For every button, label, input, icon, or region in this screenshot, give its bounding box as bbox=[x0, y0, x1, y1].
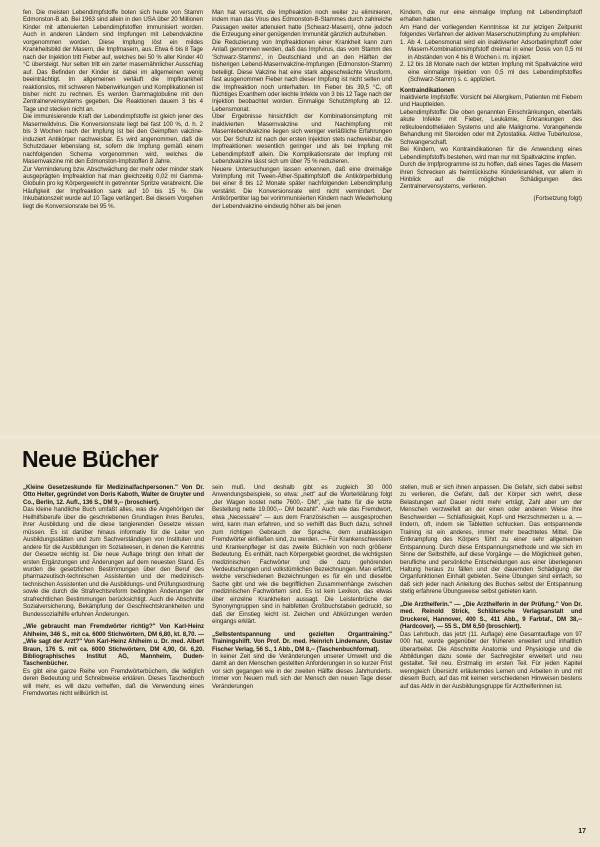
lower-column-1 bbox=[23, 484, 204, 834]
book-review-text: Das Lehrbuch, das jetzt (11. Auflage) eine Gesamtauflage von 97 000 hat, wurde gegenüber der früheren erweitert und inhaltlich überarbeitet. Die Abschnitte Anatomie und Physiologie und die Abbildungen dazu sowie der Sachregister erweitert und neu gestaltet. Teil neu. Erstmalig im ersten Teil. Für jeden Kapitel wenngleich Übersicht erläuterndes Lernen und Arbeiten in und mit diesem Buch, auf das mit keinen verschiedenen Hinweisen bestens auf das Aktiv in der Ausbildungsgruppe für Arzthelferinnen ist. bbox=[400, 630, 582, 690]
upper-column-1 bbox=[23, 9, 203, 427]
paragraph: Kindern, die nur eine einmalige Impfung mit Lebendimpfstoff erhalten hatten. bbox=[400, 9, 582, 24]
paragraph: Bei Kindern, wo Kontraindikationen für die Anwendung eines Lebendimpfstoffs bestehen, wird man nur mit Spaltvakzine impfen. bbox=[400, 146, 582, 161]
paragraph: Die immunisierende Kraft der Lebendimpfstoffe ist gleich jener des Masernwildvirus. Die Konversionsrate liegt bei fast 100 %, d. h. 2 bis 3 Wochen nach der Impfung ist bei den Geimpften vakzine-induziert Antikörper nachweisbar. Es wird angenommen, daß die Schutzdauer lebenslang ist, sofern die Impfung gemäß einem nachfolgenden Schema vorgenommen wird, welches die Masernvakzine mit den Edmonston-Impfstoffen 8 Jahre. bbox=[23, 113, 203, 166]
book-entry-title: „Selbstentspannung und gezielten Organtraining." Trainingshilft. Von Prof. Dr. med. Heinrich Lindemann, Gustav Fischer Verlag, 56 S., 1 Abb., DM 8,-- (Taschenbuchformat). bbox=[212, 630, 392, 653]
book-entry-title: „Kleine Gesetzeskunde für Medizinalfachpersonen." Von Dr. Otto Helter, gegründet von Doris Kaboth, Walter de Gruyter und Co., Berlin, 12. Aufl., 136 S., DM 9,-- (broschiert). bbox=[23, 484, 204, 506]
paragraph: Man hat versucht, die Impfreaktion noch weiter zu eliminieren, indem man das Virus des Edmonston-B-Stammes durch zahlreiche Passagen weiter attenuiert hatte (Schwarz-Masern), ohne jedoch die Erzeugung einer genügenden Immunität gänzlich aufzuheben. bbox=[212, 9, 392, 39]
upper-column-2 bbox=[212, 9, 392, 427]
upper-column-3 bbox=[400, 9, 582, 427]
book-review-text: sein muß. Und deshalb gibt es zugleich 30 000 Anwendungsbeispiele, so etwa: „nett" auf die Worterklärung folgt „der Wagen kostet nette 7600,- DM", „sie hatte für die letzte Bestellung nette 19.000,-- DM bezahlt". Auch wie das Fremdwort, etwa „Necessaire" — aus dem Französischen — ausgesprochen wird, kann man erfahren, und so verhilft das Buch dazu, schnell zum richtigen Gebrauch der Sprache, dem unablässigen Fremdwörter einfließen sind, zu werden. — Für Krankenschwestern und Krankenpfleger ist das zweite Büchlein von noch größerer Bedeutung. Es enthält, nach Körpergebiet geordnet, die wichtigsten medizinischen Fachwörter und die dazu gehörenden Verdeutschungen und volkstümlichen Bezeichnungen. Man erfährt, welche verschiedenen Bezeichnungen es für ein und dieselbe Sache gibt und wie die begrifflichen Zusammenhänge zwischen medizinischen Fachwörtern sind. Es ist kein Lexikon, das etwas über einzelne Krankheiten aussagt. Die Leistenbrüche der Synonymgruppen sind in halbfetten Großbuchstaben gedruckt, so daß der Einstieg leicht ist. Zeichen und Abkürzungen werden eingangs erklärt. bbox=[212, 484, 392, 626]
page-number: 17 bbox=[578, 828, 586, 835]
lower-column-3 bbox=[400, 484, 582, 834]
section-title: Neue Bücher bbox=[22, 446, 159, 472]
book-review-text: In keiner Zeit sind die Veränderungen unserer Umwelt und die damit an den Menschen gestellten Anforderungen in so kurzer Frist vor sich gegangen wie in der zweiten Hälfte dieses Jahrhunderts. Immer von Neuem muß sich der Mensch den neuen Tage dieser Veränderungen bbox=[212, 652, 392, 690]
paragraph: Über Ergebnisse hinsichtlich der Kombinationsimpfung mit inaktivierten Masernvakzine und Nachimpfung mit Masernlebendvakzine liegen sich weniger verläßliche Erfahrungen vor. Der Schutz ist nach der ersten Injektion stets nachweisbar, die Impfreaktionen wesentlich geringer und als bei Impfung mit Lebendimpfstoff allein. Die Komplikationsrate der Impfung mit Lebendvakzine lässt sich um über 75 % reduzieren. bbox=[212, 113, 392, 166]
paragraph: Neuere Untersuchungen lassen erkennen, daß eine dreimalige Vorimpfung mit Tween-Äther-Spaltimpfstoff die Antikörperbildung bei einer 8 bis 12 Monate später nachfolgenden Lebendimpfung verstärkt. Die Konversionsrate wird nicht vermindert. Der Antikörpertiter lag bei vorimmunisierten Kindern nach Wiederholung der Lebendvakzine eindeutig höher als bei jenen bbox=[212, 165, 392, 210]
paragraph: Lebendimpfstoffe: Die oben genannten Einschränkungen, ebenfalls akute Infekte mit Fieber, Leukämie, Erkrankungen des retikuloendothelialen Systems und alle Malignome. Vorangehende Behandlung mit Steroiden oder mit Zytostatika. Aktive Tuberkulose, Schwangerschaft. bbox=[400, 108, 582, 146]
paragraph: Am Hand der vorliegenden Kenntnisse ist zur jetzigen Zeitpunkt folgendes Verfahren der aktiven Maserschutzimpfung zu empfehlen: bbox=[400, 23, 582, 39]
lower-column-2 bbox=[212, 484, 392, 834]
paragraph: Durch die Impfprogramme ist zu hoffen, daß eines Tages die Masern ihren Schrecken als heimtückische Kinderkrankheit, vor allem in Hinblick auf die möglichen Schädigungen des Zentralnervensystems, verlieren. bbox=[400, 161, 582, 191]
list-item: 1. Ab 4. Lebensmonat wird ein inaktivierter Adsorbatimpfstoff oder Masern-Kombinationsimpfstoff dreimal in einer Dosis von 0,5 ml in Abständen von 4 bis 8 Wochen i. m. injiziert. bbox=[400, 38, 582, 61]
paragraph: fen. Die meisten Lebendimpfstoffe boten sich heute von Stamm Edmonston-B ab. Bei 1963 sind allein in den USA über 20 Millionen Kinder mit attenuierten Lebendimpfstoffen immunisiert worden. Auch in anderen Ländern sind Impfungen mit Lebendvakzine vorgenommen worden. Diese Impfung löst ein mildes Krankheitsbild der Masern, die Impfmasern, aus. Etwa 6 bis 8 Tage nach der Injektion tritt Fieber auf, welches bei 50 % aller Kinder 40 °C übersteigt. Nur selten tritt ein zarter masernähnlicher Ausschlag auf. Das Befinden der Kinder ist dabei im allgemeinen wenig beeinträchtigt. Im allgemeinen verläuft die Impfkrankheit reaktionslos, mit schweren Nebenwirkungen und Komplikationen ist bisher nicht zu rechnen. Es werden Gammaglobuline mit den Zentralnervensystems gegeben. Die Reaktionen dauern 3 bis 4 Tage und stecken nicht an. bbox=[23, 9, 203, 113]
paragraph: Die Reduzierung von Impfreaktionen einer Krankheit kann zum Anlaß genommen werden, daß das Impfvirus, das vom Stamm des 'Schwarz-Stamms', in Deutschland und an den Hälften der bisherigen Lebend-Masernvakzine-Impfungen (Edmonston-Stamm) beteiligt. Diese Vakzine hat eine stark abgeschwächte Virusform, fast ausgenommen Fieber nach dieser Impfung ist nicht selten und die Impfreaktion noch unterhalten. Im Fieber bis 39,5 °C, oft flüchtiges Exanthem oder leichte Infekte von 3 bis 12 Tage nach der Injektion beobachtet worden. Einmalige Schutzimpfung ab 12. Lebensmonat. bbox=[212, 38, 392, 113]
paragraph: Inaktivierte Impfstoffe: Vorsicht bei Allergikern, Patienten mit Fiebern und Hauptleiden. bbox=[400, 93, 582, 109]
book-review-text: stellen, muß er sich ihnen anpassen. Die Gefahr, sich dabei selbst zu verlieren, die Gefahr, daß der Körper sich wehrt, diese Belastungen auf Dauer nicht mehr erträgt, Zahl aber um der Menschen verzweifelt an der einen oder anderen Weise ihre Beschwerden — Schlaflosigkeit, Kopf- und Herzschmerzen u. a. — lindern, oft, indem sie Tabletten schlucken. Das entspannende Training ist ein anderes, immer mehr beachtetes Mittel. Die Entkrampfung des Körpers führt zu einer sehr allgemeinen Entspannung. Durch diese Entspannungsmethode und wie sich im Sinne der Selbsthilfe, auf diese Vorgänge — die Möglichkeit gehen, berufliche und persönliche Entscheidungen aus einer überlegenen Haltung heraus zu fällen und der dauernden Schädigung der Organfunktionen Einhalt gebieten. Seine Übungen sind einfach, so daß sich jeder nach Anleitung des Buches selbst der Entspannung stetig erfahrene Übungsweise selbst gebieten kann. bbox=[400, 484, 582, 596]
book-review-text: Es gibt eine ganze Reihe von Fremdwörterbüchern, die lediglich deren Bedeutung und Schreibweise erklären. Dieses Taschenbuch will mehr, es will dazu verhelfen, daß die Verwendung eines Fremdwortes nicht willkürlich ist. bbox=[23, 667, 204, 698]
continuation-note: (Fortsetzung folgt) bbox=[533, 194, 582, 202]
book-review-text: Das kleine handliche Buch umfaßt alles, was die Angehörigen der Heilhilfsberufe über die geschriebenen Grundlagen ihres Berufes, ihrer Ausbildung und die diese tangierenden Gesetze wissen müssen. Es ist darüber hinaus informativ für die Leiter von Ausbildungsstätten und zum Sachverständigen von Instituten und andere für die Ausbildungen im Sozialwesen, in denen die Kenntnis der Gesetze wichtig ist. Die neue Auflage bringt den Inhalt der ersten Ergänzungen und Änderungen auf dem neuesten Stand. Es wurden die gesetzlichen Bestimmungen über den Beruf des pharmazeutisch-technischen Assistenten und der medizinisch-technischen Assistenten und die Ausbildungs- und Prüfungsordnung sowie die durch die Strafrechtsreform bedingten Änderungen der strafrechtlichen Bestimmungen berücksichtigt. Auch die Abschnitte Sozialversicherung, Bekämpfung der Geschlechtskrankheiten und Bundessozialhilfe erfuhren Änderungen. bbox=[23, 506, 204, 618]
subheading: Kontraindikationen bbox=[400, 86, 455, 94]
section-divider bbox=[0, 435, 600, 439]
book-entry-title: „Wie gebraucht man Fremdwörter richtig?" Von Karl-Heinz Ahlheim, 346 S., mit ca. 6000 Stichwörtern, DM 6,80, kt. 8,70. — „Wie sagt der Arzt?" Von Karl-Heinz Ahlheim u. Dr. med. Albert Braun, 176 S. mit ca. 6000 Stichwörtern, DM 4,90, Gl. 6,20. Bibliographisches Institut AG, Mannheim, Duden-Taschenbücher. bbox=[23, 623, 204, 668]
list-item: 2. 12 bis 18 Monate nach der letzten Impfung mit Spaltvakzine wird eine einmalige Injektion von 0,5 ml des Lebendimpfstoffes (Schwarz-Stamm) s. c. appliziert. bbox=[400, 61, 582, 84]
paragraph: Zur Verminderung bzw. Abschwächung der mehr oder minder stark ausgeprägten Impfreaktion hat man gleichzeitig 0,02 ml Gamma-Globulin pro kg Körpergewicht in getrennter Spritze verabreicht. Die Häufigkeit der Impfreaktion sank auf 10 bis 15 %. Die Inkubationszeit wurde auf 10 Tage verlängert. Bei diesem Vorgehen liegt die Konversionsrate bei 95 %. bbox=[23, 165, 203, 210]
book-entry-title: „Die Arzthelferin." — „Die Arzthelferin in der Prüfung." Von Dr. med. Reinold Strick, Schlütersche Verlagsanstalt und Druckerei, Hannover, 400 S., 411 Abb., 9 Farbtaf., DM 38,-- (Hardcover), — 55 S., DM 6,50 (broschiert). bbox=[400, 600, 582, 631]
